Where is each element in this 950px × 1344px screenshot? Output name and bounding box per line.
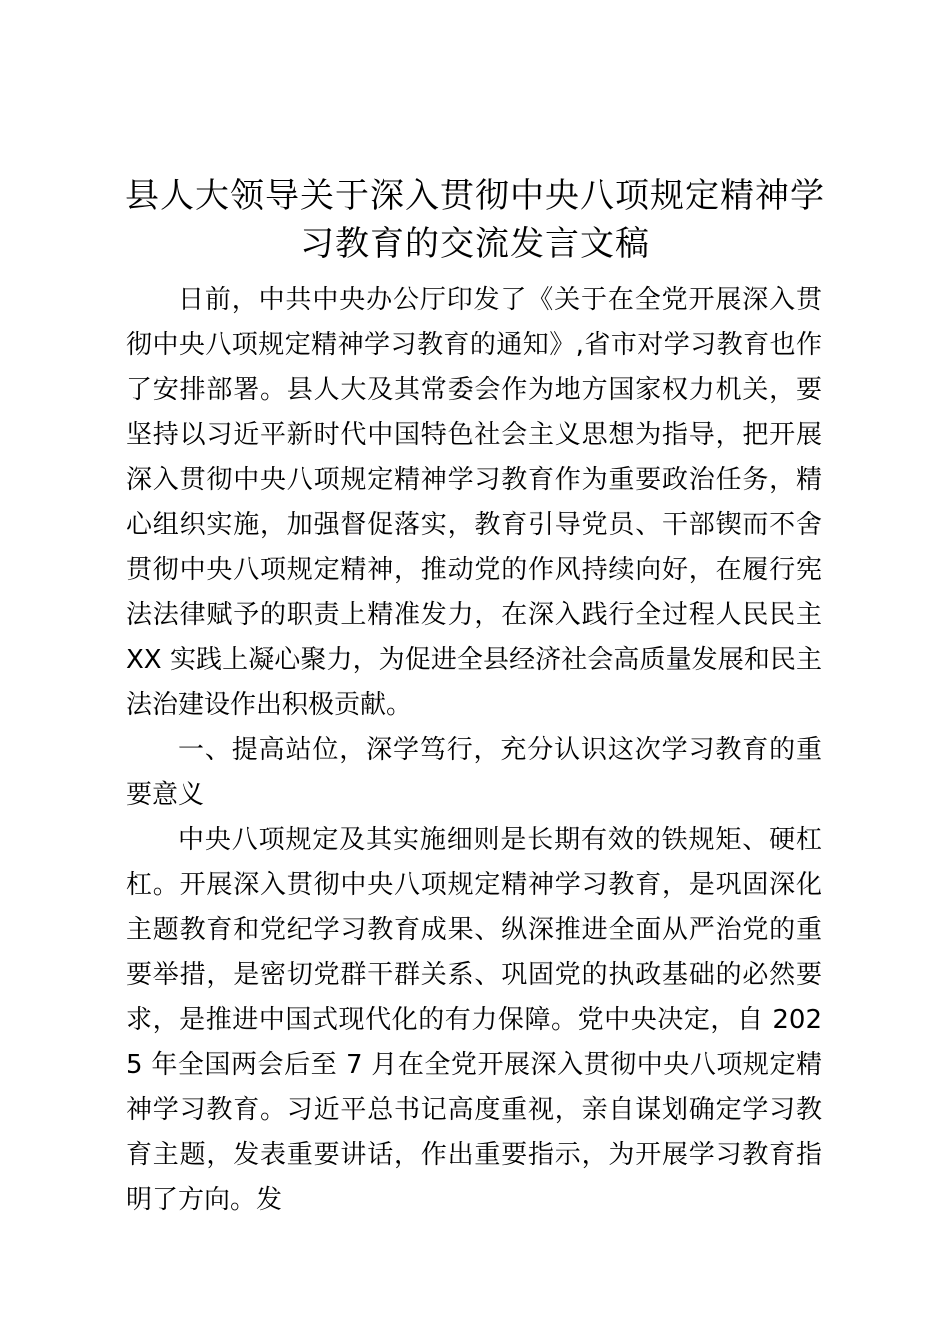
- document-title: 县人大领导关于深入贯彻中央八项规定精神学习教育的交流发言文稿: [125, 176, 825, 264]
- paragraph-intro: 日前，中共中央办公厅印发了《关于在全党开展深入贯彻中央八项规定精神学习教育的通知》,省市对学习教育也作了安排部署。县人大及其常委会作为地方国家权力机关，要坚持以习近平新时代中国特色社会主义思想为指导，把开展深入贯彻中央八项规定精神学习教育作为重要政治任务，精心组织实施，加强督促落实，教育引导党员、干部锲而不舍贯彻中央八项规定精神，推动党的作风持续向好，在履行宪法法律赋予的职责上精准发力，在深入践行全过程人民民主 XX 实践上凝心聚力，为促进全县经济社会高质量发展和民主法治建设作出积极贡献。: [126, 285, 822, 720]
- section-heading-1: 一、提高站位，深学笃行，充分认识这次学习教育的重要意义: [126, 735, 822, 810]
- paragraph-section-1: 中央八项规定及其实施细则是长期有效的铁规矩、硬杠杠。开展深入贯彻中央八项规定精神学习教育，是巩固深化主题教育和党纪学习教育成果、纵深推进全面从严治党的重要举措，是密切党群干群关系、巩固党的执政基础的必然要求，是推进中国式现代化的有力保障。党中央决定，自 2025 年全国两会后至 7 月在全党开展深入贯彻中央八项规定精神学习教育。习近平总书记高度重视，亲自谋划确定学习教育主题，发表重要讲话，作出重要指示，为开展学习教育指明了方向。发: [126, 825, 822, 1215]
- document-body: [126, 278, 822, 1223]
